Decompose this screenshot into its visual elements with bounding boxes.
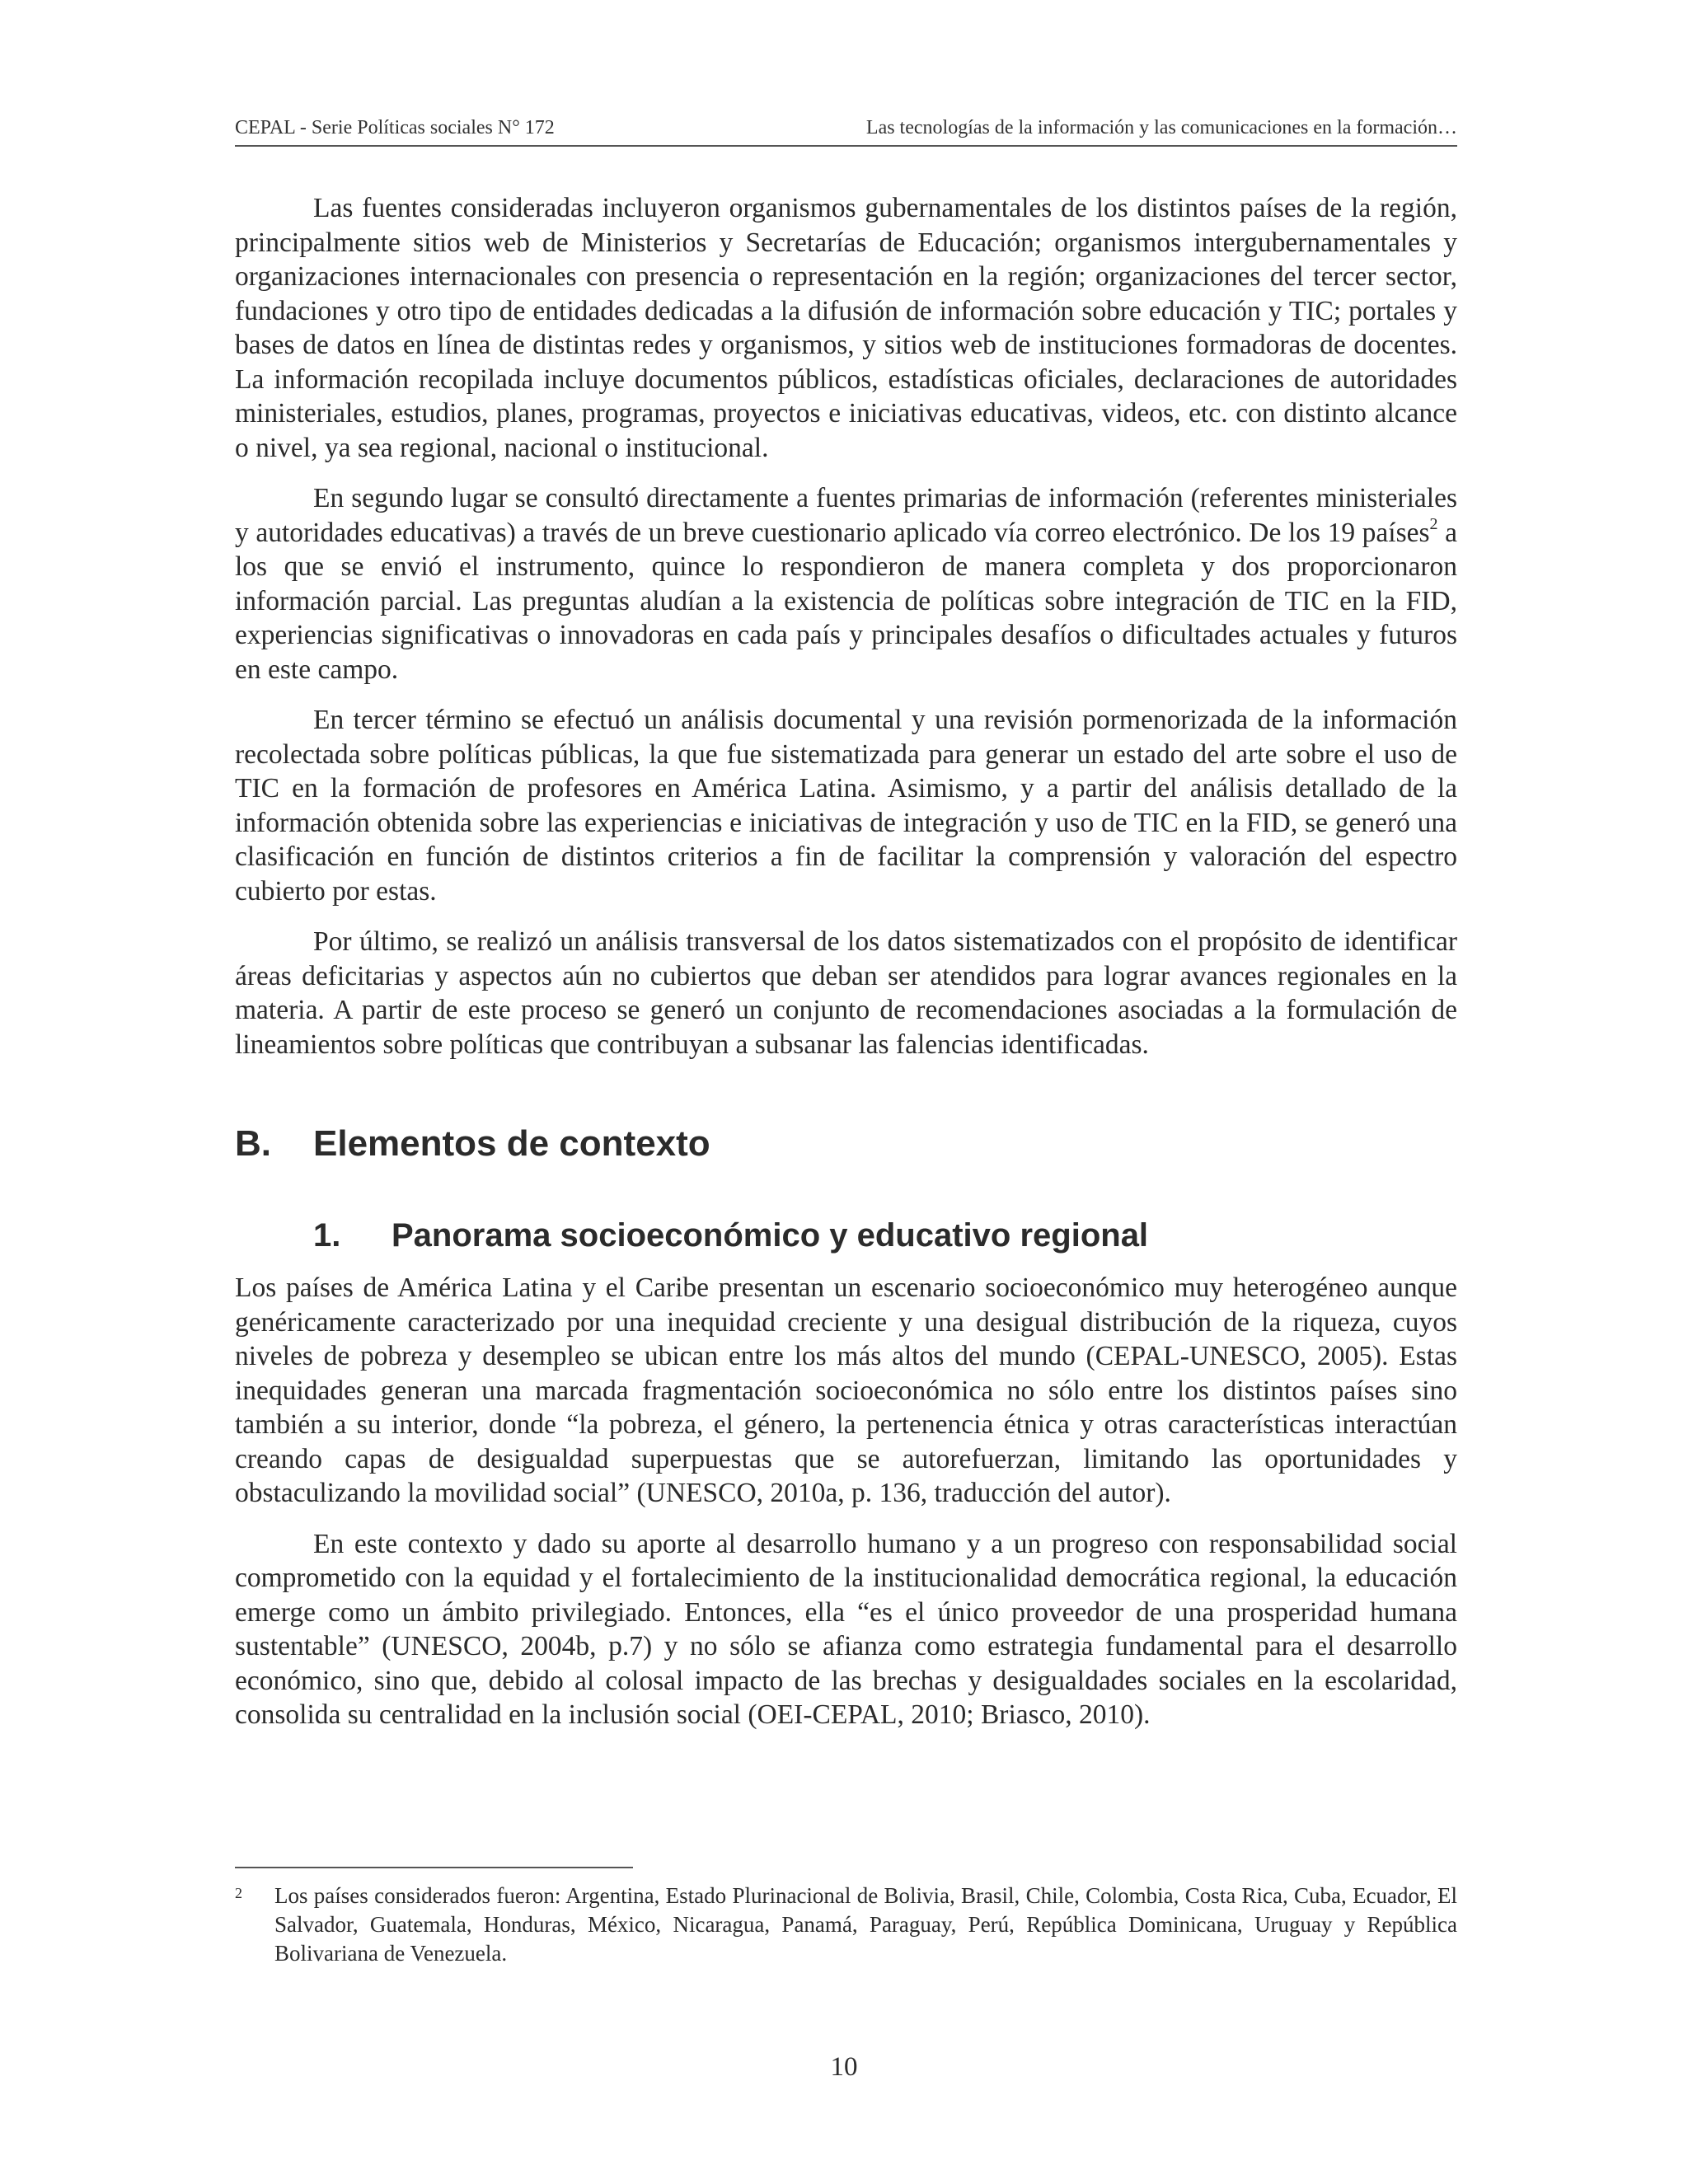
paragraph-regional-context: Los países de América Latina y el Caribe presentan un escenario socioeconómico muy heterogéneo aunque genéricamente caracterizado por una inequidad creciente y una desigual distribución de la riqueza, cuyos niveles de pobreza y desempleo se ubican entre los más altos del mundo (CEPAL-UNESCO, 2005). Estas inequidades generan una marcada fragmentación socioeconómica no sólo entre los distintos países sino también a su interior, donde “la pobreza, el género, la pertenencia étnica y otras características interactúan creando capas de desigualdad superpuestas que se autorefuerzan, limitando las oportunidades y obstaculizando la movilidad social” (UNESCO, 2010a, p. 136, traducción del autor). [235, 1272, 1457, 1508]
paragraph-transversal-analysis: Por último, se realizó un análisis transversal de los datos sistematizados con el propósito de identificar áreas deficitarias y aspectos aún no cubiertos que deban ser atendidos para lograr avances regionales en la materia. A partir de este proceso se generó un conjunto de recomendaciones asociadas a la formulación de lineamientos sobre políticas que contribuyan a subsanar las falencias identificadas. [235, 926, 1457, 1060]
subsection-heading [313, 1214, 1148, 1257]
paragraph-education-role: En este contexto y dado su aporte al desarrollo humano y a un progreso con responsabilidad social comprometido con la equidad y el fortalecimiento de la institucionalidad democrática regional, la educación emerge como un ámbito privilegiado. Entonces, ella “es el único proveedor de una prosperidad humana sustentable” (UNESCO, 2004b, p.7) y no sólo se afianza como estrategia fundamental para el desarrollo económico, sino que, debido al colosal impacto de las brechas y desigualdades sociales en la escolaridad, consolida su centralidad en la inclusión social (OEI-CEPAL, 2010; Briasco, 2010). [235, 1528, 1457, 1730]
footnote-mark: 2 [235, 1885, 242, 1901]
section-title: Elementos de contexto [313, 1123, 710, 1164]
paragraph-sources: Las fuentes consideradas incluyeron organismos gubernamentales de los distintos países de la región, principalmente sitios web de Ministerios y Secretarías de Educación; organismos intergubernamentales y organizaciones internacionales con presencia o representación en la región; organizaciones del tercer sector, fundaciones y otro tipo de entidades dedicadas a la difusión de información sobre educación y TIC; portales y bases de datos en línea de distintas redes y organismos, y sitios web de instituciones formadoras de docentes. La información recopilada incluye documentos públicos, estadísticas oficiales, declaraciones de autoridades ministeriales, estudios, planes, programas, proyectos e iniciativas educativas, videos, etc. con distinto alcance o nivel, ya sea regional, nacional o institucional. [235, 193, 1457, 463]
body-text-bottom [235, 1271, 1457, 1749]
subsection-number: 1. [313, 1217, 341, 1254]
section-heading [235, 1121, 710, 1167]
header-document-title: Las tecnologías de la información y las comunicaciones en la formación… [865, 117, 1457, 138]
paragraph-text: a los que se envió el instrumento, quince lo respondieron de manera completa y dos proporcionaron información parcial. Las preguntas aludían a la existencia de políticas sobre integración de TIC en la FID, experiencias significativas o innovadoras en cada país y principales desafíos o dificultades actuales y futuros en este campo. [235, 517, 1457, 685]
body-text-top [235, 191, 1457, 1078]
paragraph-primary-sources [235, 481, 1457, 687]
footnote [235, 1882, 1457, 1968]
footnote-divider [235, 1867, 633, 1868]
paragraph-documental-analysis: En tercer término se efectuó un análisis documental y una revisión pormenorizada de la información recolectada sobre políticas públicas, la que fue sistematizada para generar un estado del arte sobre el uso de TIC en la formación de profesores en América Latina. Asimismo, y a partir del análisis detallado de la información obtenida sobre las experiencias e iniciativas de integración y uso de TIC en la FID, se generó una clasificación en función de distintos criterios a fin de facilitar la comprensión y valoración del espectro cubierto por estas. [235, 705, 1457, 907]
running-header [235, 115, 1457, 147]
subsection-title: Panorama socioeconómico y educativo regional [392, 1217, 1149, 1254]
footnote-reference[interactable]: 2 [1429, 514, 1438, 533]
page-number: 10 [830, 2052, 858, 2082]
header-series-title: CEPAL - Serie Políticas sociales N° 172 [235, 117, 555, 138]
footnote-text: Los países considerados fueron: Argentina, Estado Plurinacional de Bolivia, Brasil, Chile, Colombia, Costa Rica, Cuba, Ecuador, El Salvador, Guatemala, Honduras, México, Nicaragua, Panamá, Paraguay, Perú, República Dominicana, Uruguay y República Bolivariana de Venezuela. [274, 1883, 1457, 1966]
paragraph-text: En segundo lugar se consultó directamente a fuentes primarias de información (referentes ministeriales y autoridades educativas) a través de un breve cuestionario aplicado vía correo electrónico. De los 19 países [235, 483, 1457, 548]
section-number: B. [235, 1123, 271, 1164]
